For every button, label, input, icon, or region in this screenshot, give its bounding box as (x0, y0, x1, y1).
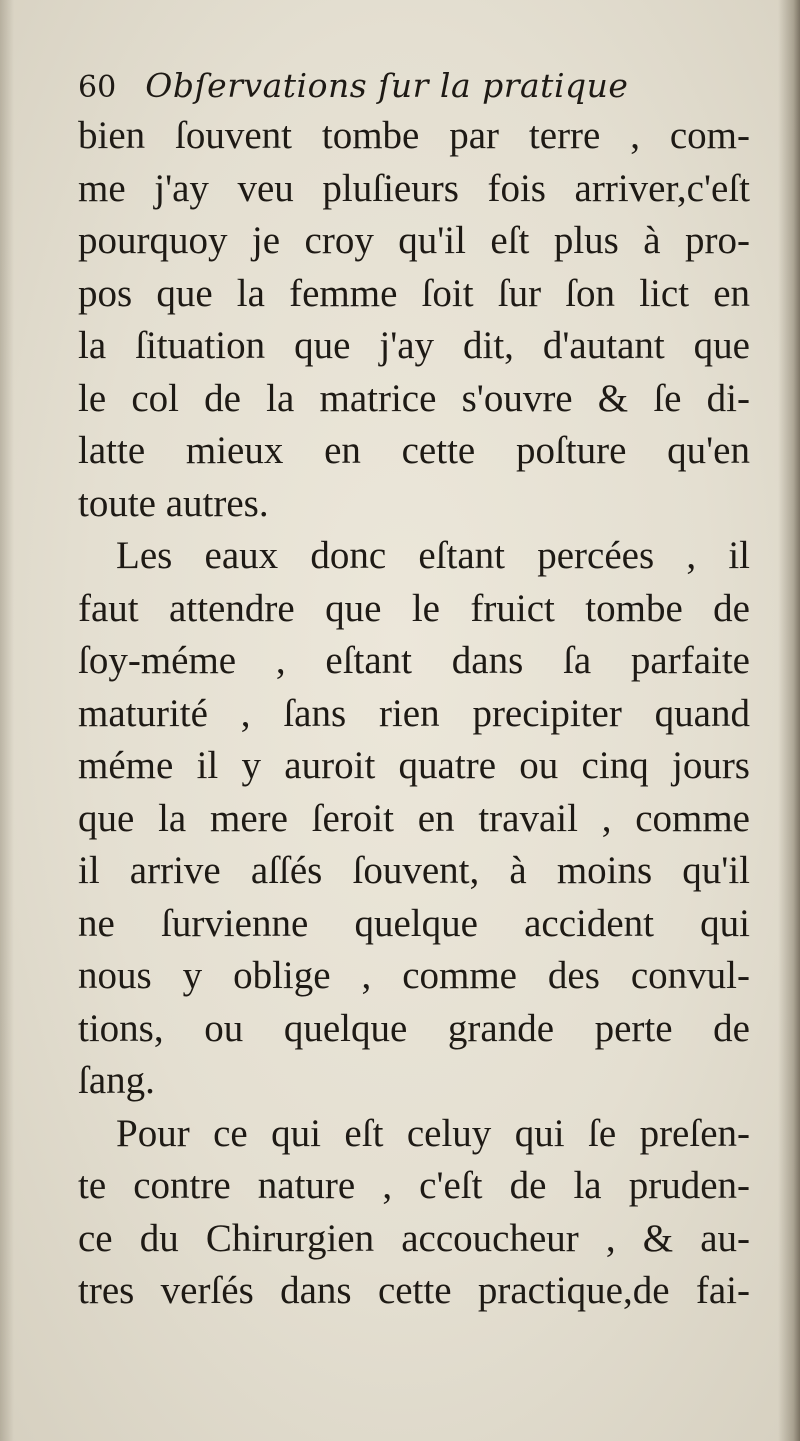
text-line: faut attendre que le fruict tombe de (78, 586, 750, 630)
page-number: 60 (78, 70, 117, 105)
text-line: il arrive aſſés ſouvent, à moins qu'il (78, 849, 750, 892)
text-line: ſoy-méme , eſtant dans ſa parfaite (78, 639, 750, 682)
text-line: pos que la femme ſoit ſur ſon lict en (78, 271, 750, 315)
running-title: Obſervations ſur la pratique (145, 66, 629, 105)
page-edge-shadow (778, 0, 800, 1441)
text-line: pourquoy je croy qu'il eſt plus à pro- (78, 219, 750, 262)
body-text (78, 110, 750, 1318)
text-line: ne ſurvienne quelque accident qui (78, 901, 750, 945)
text-line: bien ſouvent tombe par terre , com- (78, 114, 750, 157)
text-line: te contre nature , c'eſt de la pruden- (78, 1164, 750, 1207)
text-line: méme il y auroit quatre ou cinq jours (78, 744, 750, 787)
text-line: nous y oblige , comme des convul- (78, 954, 750, 997)
text-line: tions, ou quelque grande perte de (78, 1006, 750, 1050)
text-line: toute autres. (78, 481, 269, 525)
text-line: ſang. (78, 1059, 155, 1102)
text-line: ce du Chirurgien accoucheur , & au- (78, 1216, 750, 1260)
text-line: le col de la matrice s'ouvre & ſe di- (78, 376, 750, 420)
text-line: la ſituation que j'ay dit, d'autant que (78, 324, 750, 367)
text-line: que la mere ſeroit en travail , comme (78, 796, 750, 840)
text-line: maturité , ſans rien precipiter quand (78, 691, 750, 735)
text-line: Les eaux donc eſtant percées , il (116, 534, 750, 577)
running-head (78, 66, 698, 116)
page-gutter-shadow (0, 0, 14, 1441)
text-line: me j'ay veu pluſieurs fois arriver,c'eſt (78, 166, 750, 210)
text-line: tres verſés dans cette practique,de fai- (78, 1269, 750, 1312)
text-line: Pour ce qui eſt celuy qui ſe preſen- (116, 1111, 750, 1155)
text-line: latte mieux en cette poſture qu'en (78, 429, 750, 472)
